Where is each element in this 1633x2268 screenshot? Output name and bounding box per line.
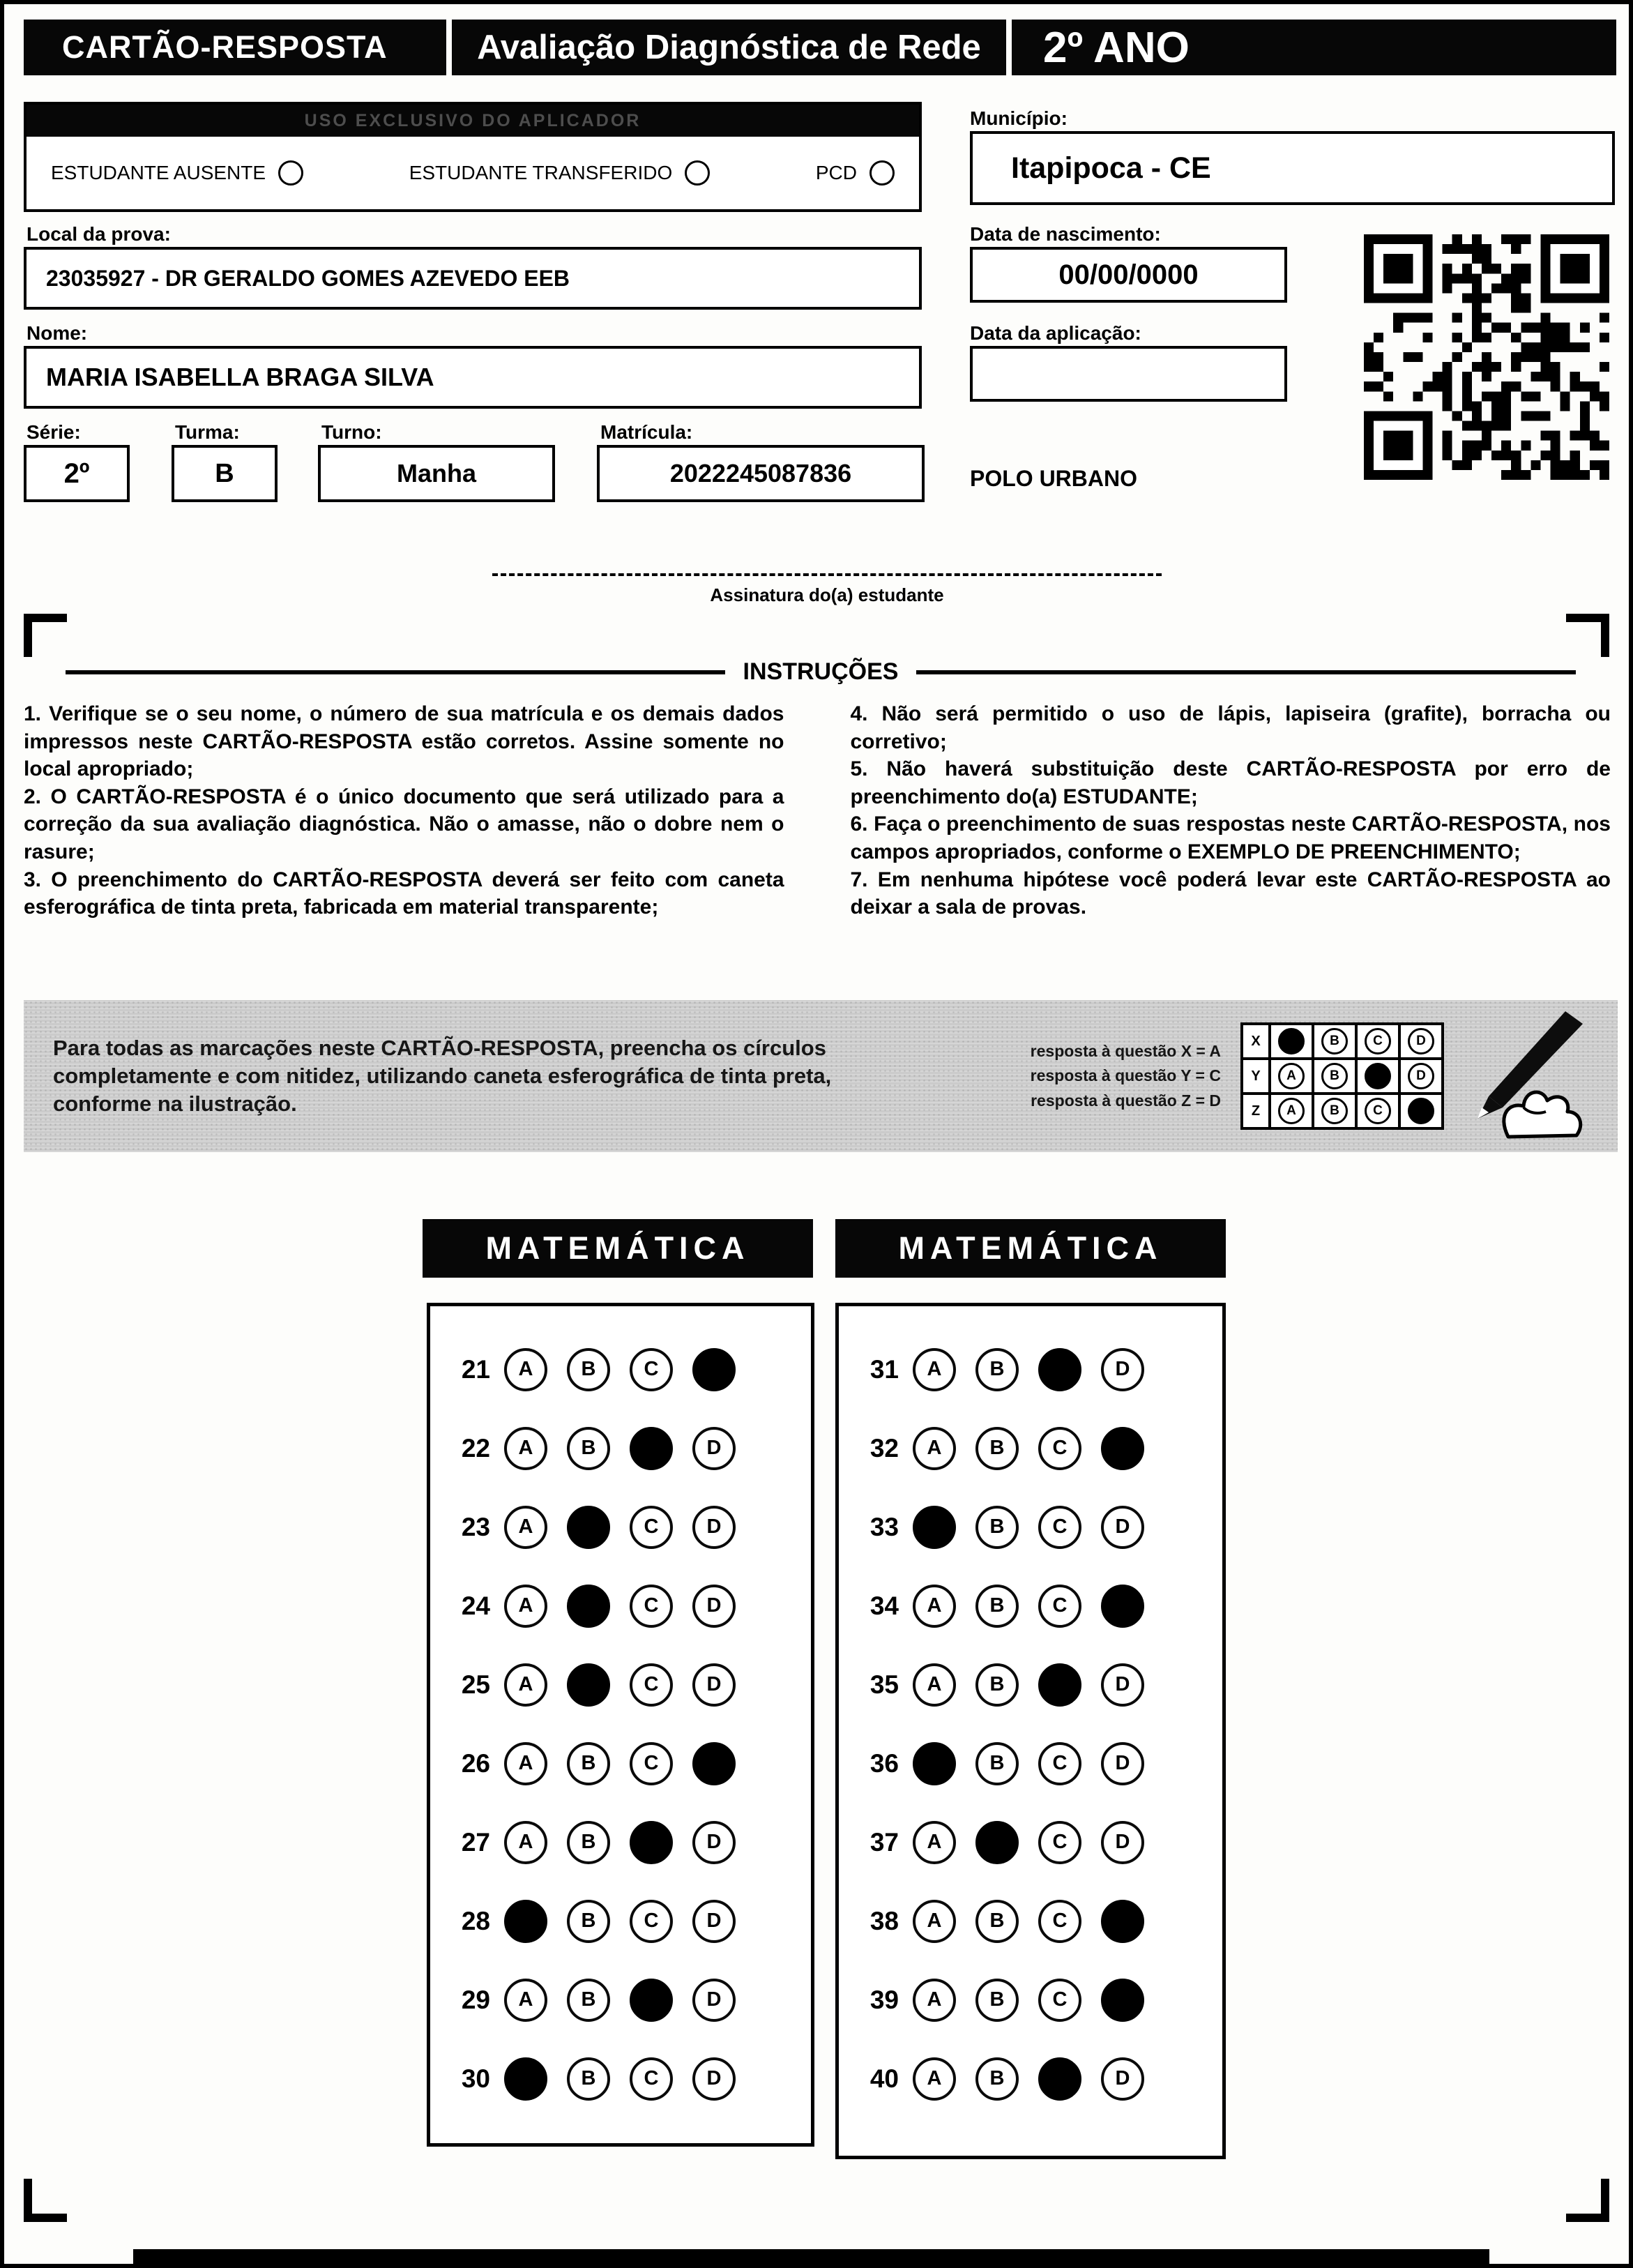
question-number: 36	[869, 1748, 899, 1778]
example-grid	[1240, 1022, 1444, 1130]
serie-value: 2º	[63, 458, 90, 489]
exam-title-bar	[452, 20, 1006, 75]
instruction-item: 3. O preenchimento do CARTÃO-RESPOSTA deverá ser feito com caneta esferográfica de tinta preta, fabricada em material transparente;	[24, 868, 784, 919]
question-number: 31	[869, 1354, 899, 1384]
example-legend-line: resposta à questão Z = D	[1031, 1091, 1221, 1110]
applicator-options	[26, 137, 919, 209]
question-row	[430, 1724, 811, 1803]
example-cell	[1313, 1024, 1356, 1059]
answer-bubble-D[interactable]	[692, 1742, 736, 1785]
registration-mark-bottom-right	[1566, 2179, 1609, 2222]
answer-bubble-A[interactable]: A	[913, 1900, 956, 1943]
answer-bubble-B[interactable]	[975, 1821, 1019, 1864]
answer-bubble-D[interactable]: D	[1101, 1348, 1144, 1391]
answer-bubble-C[interactable]: C	[630, 2057, 673, 2101]
answer-bubble-B[interactable]: B	[567, 2057, 610, 2101]
applicator-option-label: ESTUDANTE AUSENTE	[51, 162, 266, 183]
example-cell	[1399, 1024, 1443, 1059]
answer-bubble-A[interactable]: A	[913, 1663, 956, 1707]
question-row	[839, 1803, 1222, 1882]
answer-bubble-A[interactable]	[913, 1742, 956, 1785]
answer-bubble-B[interactable]: B	[567, 1348, 610, 1391]
signature-label: Assinatura do(a) estudante	[710, 584, 944, 605]
example-cell	[1270, 1094, 1313, 1128]
question-number: 21	[461, 1354, 490, 1384]
question-number: 32	[869, 1433, 899, 1462]
answer-bubble-A[interactable]	[913, 1506, 956, 1549]
example-cell	[1270, 1024, 1313, 1059]
example-bubble-B: B	[1321, 1098, 1348, 1124]
applicator-option-circle[interactable]	[869, 160, 895, 186]
grade-bar	[1012, 20, 1616, 75]
turma-label: Turma:	[175, 421, 240, 443]
pen-hand-illustration	[1454, 1010, 1604, 1142]
instruction-item: 7. Em nenhuma hipótese você poderá levar este CARTÃO-RESPOSTA ao deixar a sala de provas.	[850, 868, 1611, 919]
registration-mark-top-left	[24, 614, 67, 657]
example-cell	[1356, 1059, 1399, 1094]
example-row-label: Z	[1242, 1094, 1270, 1128]
answer-bubble-B[interactable]: B	[975, 1900, 1019, 1943]
example-cell	[1270, 1059, 1313, 1094]
question-number: 30	[461, 2064, 490, 2093]
turma-field	[172, 445, 278, 502]
answer-bubble-C[interactable]: C	[630, 1663, 673, 1707]
question-row	[430, 1330, 811, 1409]
answer-bubble-A[interactable]: A	[504, 1821, 547, 1864]
turma-value: B	[215, 458, 234, 488]
example-bubble-B: B	[1321, 1063, 1348, 1089]
nascimento-value: 00/00/0000	[1058, 259, 1199, 290]
answer-bubble-C[interactable]: C	[1038, 1979, 1081, 2022]
example-text: Para todas as marcações neste CARTÃO-RESPOSTA, preencha os círculos completamente e com nitidez, utilizando caneta esferográfica de tinta preta, conforme na ilustração.	[53, 1035, 832, 1117]
applicator-option-circle[interactable]	[278, 160, 303, 186]
answer-bubble-A[interactable]: A	[913, 1427, 956, 1470]
answer-bubble-A[interactable]	[504, 1900, 547, 1943]
answer-bubble-B[interactable]: B	[975, 1979, 1019, 2022]
example-legend-line: resposta à questão Y = C	[1030, 1066, 1221, 1085]
answer-bubble-B[interactable]: B	[975, 1348, 1019, 1391]
answer-bubble-A[interactable]: A	[913, 2057, 956, 2101]
answer-bubble-D[interactable]: D	[1101, 2057, 1144, 2101]
matricula-field	[597, 445, 925, 502]
answer-bubble-A[interactable]: A	[504, 1979, 547, 2022]
answer-bubble-D[interactable]: D	[1101, 1506, 1144, 1549]
answer-bubble-D[interactable]: D	[1101, 1821, 1144, 1864]
applicator-option	[409, 160, 711, 186]
example-row-label: X	[1242, 1024, 1270, 1059]
qr-code	[1364, 234, 1609, 480]
answer-bubble-B[interactable]	[567, 1663, 610, 1707]
matricula-value: 2022245087836	[669, 459, 852, 487]
answer-bubble-C[interactable]	[630, 1821, 673, 1864]
answer-bubble-A[interactable]: A	[504, 1506, 547, 1549]
question-row	[430, 1566, 811, 1645]
instructions-title-row	[24, 658, 1618, 686]
instruction-item: 1. Verifique se o seu nome, o número de sua matrícula e os demais dados impressos neste CARTÃO-RESPOSTA estão corretos. Assine somente no local apropriado;	[24, 702, 784, 781]
answer-bubble-B[interactable]: B	[567, 1979, 610, 2022]
example-bubble-C: C	[1365, 1098, 1391, 1124]
exam-title: Avaliação Diagnóstica de Rede	[477, 29, 981, 66]
answer-bubble-A[interactable]: A	[913, 1979, 956, 2022]
example-bubble-B: B	[1321, 1028, 1348, 1054]
answer-bubble-D[interactable]	[1101, 1585, 1144, 1628]
question-row	[430, 1409, 811, 1488]
answer-bubble-D[interactable]	[1101, 1979, 1144, 2022]
answer-bubble-C[interactable]: C	[1038, 1821, 1081, 1864]
applicator-option	[816, 160, 895, 186]
aplicacao-field[interactable]	[970, 346, 1287, 402]
question-number: 24	[461, 1591, 490, 1620]
answer-grid-1	[427, 1303, 814, 2147]
question-row	[430, 1645, 811, 1724]
answer-bubble-C[interactable]	[1038, 2057, 1081, 2101]
answer-bubble-D[interactable]: D	[692, 1979, 736, 2022]
question-row	[839, 1409, 1222, 1488]
subject-header-1: MATEMÁTICA	[423, 1219, 813, 1278]
turno-label: Turno:	[321, 421, 382, 443]
nome-value: MARIA ISABELLA BRAGA SILVA	[46, 363, 434, 391]
answer-bubble-A[interactable]: A	[504, 1348, 547, 1391]
answer-bubble-C[interactable]: C	[630, 1742, 673, 1785]
local-label: Local da prova:	[26, 223, 171, 245]
nome-field	[24, 346, 922, 409]
answer-bubble-A[interactable]: A	[504, 1663, 547, 1707]
question-number: 29	[461, 1985, 490, 2014]
instructions-columns	[24, 700, 1618, 921]
answer-bubble-C[interactable]: C	[1038, 1506, 1081, 1549]
answer-bubble-A[interactable]: A	[504, 1585, 547, 1628]
example-bubble-A: A	[1278, 1098, 1305, 1124]
example-bubble-D: D	[1408, 1063, 1434, 1089]
answer-bubble-B[interactable]: B	[975, 1506, 1019, 1549]
example-bubble-D	[1408, 1098, 1434, 1124]
question-row	[430, 1488, 811, 1566]
nascimento-field	[970, 247, 1287, 303]
question-number: 33	[869, 1512, 899, 1541]
example-section	[24, 1000, 1618, 1152]
answer-bubble-A[interactable]	[504, 2057, 547, 2101]
applicator-title: USO EXCLUSIVO DO APLICADOR	[304, 110, 641, 130]
question-number: 38	[869, 1906, 899, 1935]
question-row	[839, 1882, 1222, 1960]
example-bubble-C: C	[1365, 1028, 1391, 1054]
answer-bubble-B[interactable]: B	[975, 2057, 1019, 2101]
applicator-option-circle[interactable]	[685, 160, 710, 186]
instruction-item: 5. Não haverá substituição deste CARTÃO-RESPOSTA por erro de preenchimento do(a) ESTUDANTE;	[850, 757, 1611, 808]
answer-bubble-B[interactable]: B	[975, 1427, 1019, 1470]
card-title: CARTÃO-RESPOSTA	[62, 29, 388, 65]
serie-field	[24, 445, 130, 502]
answer-bubble-D[interactable]: D	[692, 1821, 736, 1864]
example-bubble-D: D	[1408, 1028, 1434, 1054]
aplicacao-label: Data da aplicação:	[970, 322, 1141, 344]
question-row	[839, 1330, 1222, 1409]
answer-bubble-A[interactable]: A	[913, 1821, 956, 1864]
instruction-item: 4. Não será permitido o uso de lápis, lapiseira (grafite), borracha ou corretivo;	[850, 702, 1611, 753]
answer-bubble-D[interactable]: D	[692, 1585, 736, 1628]
municipio-value: Itapipoca - CE	[1011, 151, 1211, 185]
answer-bubble-A[interactable]: A	[504, 1427, 547, 1470]
answer-bubble-C[interactable]	[1038, 1663, 1081, 1707]
question-number: 22	[461, 1433, 490, 1462]
answer-bubble-B[interactable]: B	[975, 1742, 1019, 1785]
matricula-label: Matrícula:	[600, 421, 693, 443]
answer-bubble-B[interactable]: B	[567, 1821, 610, 1864]
answer-bubble-C[interactable]: C	[630, 1348, 673, 1391]
answer-bubble-D[interactable]: D	[692, 1506, 736, 1549]
answer-bubble-D[interactable]: D	[692, 1427, 736, 1470]
answer-bubble-D[interactable]	[1101, 1900, 1144, 1943]
grade-label: 2º ANO	[1043, 23, 1190, 72]
question-number: 39	[869, 1985, 899, 2014]
answer-bubble-A[interactable]: A	[913, 1585, 956, 1628]
answer-bubble-A[interactable]: A	[504, 1742, 547, 1785]
example-cell	[1399, 1059, 1443, 1094]
example-bubble-A	[1278, 1028, 1305, 1054]
example-bubble-A: A	[1278, 1063, 1305, 1089]
registration-mark-top-right	[1566, 614, 1609, 657]
turno-field	[318, 445, 555, 502]
municipio-field	[970, 131, 1615, 205]
question-row	[839, 1724, 1222, 1803]
answer-grid-2	[835, 1303, 1226, 2159]
example-cell	[1356, 1024, 1399, 1059]
question-number: 37	[869, 1827, 899, 1857]
applicator-header	[26, 105, 919, 137]
question-row	[839, 1488, 1222, 1566]
answer-bubble-C[interactable]: C	[1038, 1427, 1081, 1470]
answer-bubble-B[interactable]: B	[567, 1900, 610, 1943]
answer-bubble-D[interactable]: D	[1101, 1742, 1144, 1785]
question-number: 35	[869, 1670, 899, 1699]
serie-label: Série:	[26, 421, 81, 443]
question-row	[839, 1960, 1222, 2039]
answer-bubble-B[interactable]: B	[567, 1742, 610, 1785]
question-number: 25	[461, 1670, 490, 1699]
answer-bubble-B[interactable]: B	[975, 1663, 1019, 1707]
local-value: 23035927 - DR GERALDO GOMES AZEVEDO EEB	[46, 265, 570, 291]
question-row	[430, 1803, 811, 1882]
signature-line[interactable]	[492, 573, 1162, 576]
answer-bubble-D[interactable]: D	[692, 2057, 736, 2101]
answer-bubble-C[interactable]	[1038, 1348, 1081, 1391]
question-number: 34	[869, 1591, 899, 1620]
answer-bubble-D[interactable]	[692, 1348, 736, 1391]
example-cell	[1399, 1094, 1443, 1128]
answer-bubble-C[interactable]: C	[1038, 1585, 1081, 1628]
applicator-option-label: PCD	[815, 162, 857, 183]
question-number: 27	[461, 1827, 490, 1857]
answer-bubble-D[interactable]	[1101, 1427, 1144, 1470]
nascimento-label: Data de nascimento:	[970, 223, 1161, 245]
example-cell	[1313, 1094, 1356, 1128]
example-grid-row	[1242, 1059, 1443, 1094]
example-cell	[1356, 1094, 1399, 1128]
answer-bubble-B[interactable]	[567, 1585, 610, 1628]
example-cell	[1313, 1059, 1356, 1094]
answer-bubble-C[interactable]: C	[630, 1506, 673, 1549]
applicator-section	[24, 102, 922, 212]
nome-label: Nome:	[26, 322, 88, 344]
example-row-label: Y	[1242, 1059, 1270, 1094]
instructions-right-column	[851, 700, 1611, 921]
answer-bubble-C[interactable]: C	[630, 1585, 673, 1628]
answer-bubble-D[interactable]: D	[692, 1900, 736, 1943]
example-legend-line: resposta à questão X = A	[1030, 1041, 1221, 1060]
question-row	[430, 2039, 811, 2118]
instructions-title: INSTRUÇÕES	[743, 658, 899, 685]
answer-bubble-D[interactable]: D	[1101, 1663, 1144, 1707]
question-row	[839, 1645, 1222, 1724]
answer-bubble-A[interactable]: A	[913, 1348, 956, 1391]
answer-bubble-C[interactable]: C	[1038, 1900, 1081, 1943]
answer-bubble-C[interactable]: C	[630, 1900, 673, 1943]
answer-bubble-B[interactable]	[567, 1506, 610, 1549]
answer-bubble-D[interactable]: D	[692, 1663, 736, 1707]
example-grid-row	[1242, 1094, 1443, 1128]
instructions-rule-right	[916, 670, 1576, 674]
polo-label: POLO URBANO	[970, 466, 1137, 491]
subject-header-2: MATEMÁTICA	[835, 1219, 1226, 1278]
answer-bubble-C[interactable]: C	[1038, 1742, 1081, 1785]
card-title-bar	[24, 20, 446, 75]
answer-bubble-B[interactable]: B	[975, 1585, 1019, 1628]
question-number: 40	[869, 2064, 899, 2093]
instructions-left-column	[24, 700, 784, 921]
question-row	[430, 1960, 811, 2039]
question-row	[839, 1566, 1222, 1645]
example-grid-row	[1242, 1024, 1443, 1059]
question-row	[839, 2039, 1222, 2118]
question-number: 26	[461, 1748, 490, 1778]
turno-value: Manha	[396, 459, 476, 487]
answer-bubble-B[interactable]: B	[567, 1427, 610, 1470]
instruction-item: 6. Faça o preenchimento de suas respostas neste CARTÃO-RESPOSTA, nos campos apropriados, conforme o EXEMPLO DE PREENCHIMENTO;	[850, 812, 1611, 863]
applicator-option-label: ESTUDANTE TRANSFERIDO	[409, 162, 673, 183]
example-legend	[1031, 1039, 1221, 1114]
bottom-timing-bar	[133, 2249, 1489, 2264]
answer-bubble-C[interactable]	[630, 1979, 673, 2022]
instruction-item: 2. O CARTÃO-RESPOSTA é o único documento que será utilizado para a correção da sua avaliação diagnóstica. Não o amasse, não o dobre nem o rasure;	[24, 785, 784, 863]
municipio-label: Município:	[970, 107, 1068, 129]
example-bubble-C	[1365, 1063, 1391, 1089]
applicator-option	[51, 160, 303, 186]
question-row	[430, 1882, 811, 1960]
question-number: 23	[461, 1512, 490, 1541]
registration-mark-bottom-left	[24, 2179, 67, 2222]
local-field	[24, 247, 922, 310]
instructions-rule-left	[66, 670, 725, 674]
question-number: 28	[461, 1906, 490, 1935]
answer-bubble-C[interactable]	[630, 1427, 673, 1470]
